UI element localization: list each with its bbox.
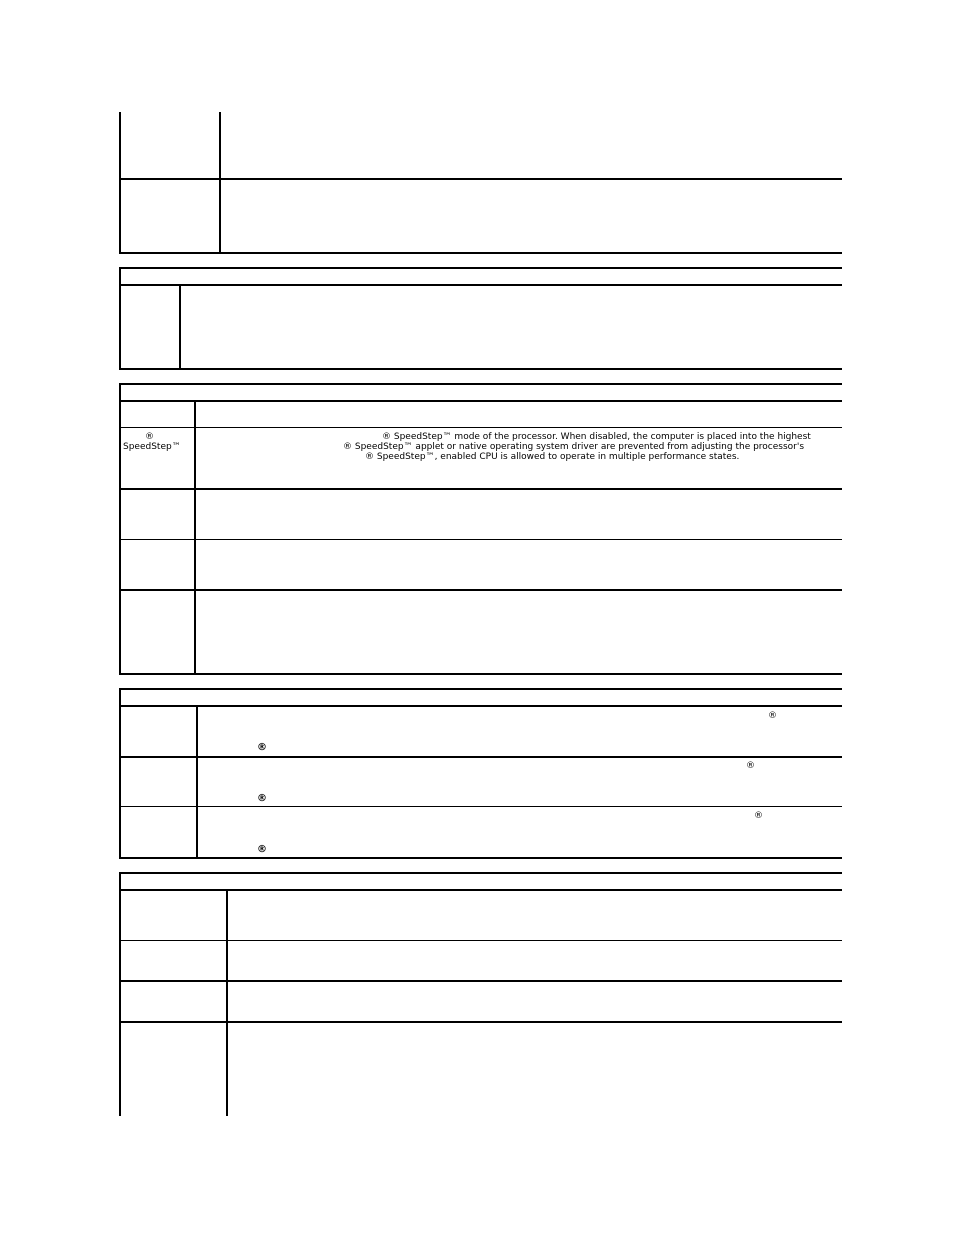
table-border-bottom: [119, 252, 842, 254]
table-row-divider: [119, 756, 842, 758]
table-border-bottom: [119, 857, 842, 859]
speedstep-desc-line-2: ® SpeedStep™ applet or native operating system driver are prevented from adjusting the processor's: [343, 442, 805, 452]
table-row-divider: [119, 589, 842, 591]
table-border-left: [119, 383, 121, 675]
table-border-top: [119, 872, 842, 874]
speedstep-desc-line-1: ® SpeedStep™ mode of the processor. When disabled, the computer is placed into the highest: [382, 432, 811, 442]
table-column-divider: [196, 705, 198, 859]
speedstep-label: SpeedStep™: [123, 442, 181, 452]
table-border-left: [119, 688, 121, 859]
trademark-symbol: ®: [257, 793, 267, 804]
table-header-divider: [119, 400, 842, 402]
table-column-divider: [226, 889, 228, 1116]
table-border-bottom: [119, 673, 842, 675]
speedstep-desc-line-3: ® SpeedStep™, enabled CPU is allowed to operate in multiple performance states.: [365, 452, 740, 462]
table-column-divider: [219, 112, 221, 253]
table-border-bottom: [119, 368, 842, 370]
table-border-top: [119, 267, 842, 269]
table-border-left: [119, 267, 121, 370]
trademark-symbol: ®: [257, 844, 267, 855]
trademark-symbol: ®: [768, 711, 777, 721]
table-row-divider: [119, 488, 842, 490]
trademark-symbol: ®: [257, 742, 267, 753]
table-column-divider: [194, 400, 196, 675]
table-row-divider: [119, 806, 842, 807]
table-border-top: [119, 383, 842, 385]
table-border-left: [119, 112, 121, 253]
table-column-divider: [179, 284, 181, 370]
table-row-divider: [119, 539, 842, 540]
table-border-left: [119, 872, 121, 1116]
table-header-divider: [119, 705, 842, 707]
table-row-divider: [119, 427, 842, 428]
table-row-divider: [119, 178, 842, 180]
trademark-symbol: ®: [754, 811, 763, 821]
table-header-divider: [119, 284, 842, 286]
table-border-top: [119, 688, 842, 690]
trademark-symbol: ®: [746, 761, 755, 771]
speedstep-label-symbol: ®: [145, 432, 154, 442]
